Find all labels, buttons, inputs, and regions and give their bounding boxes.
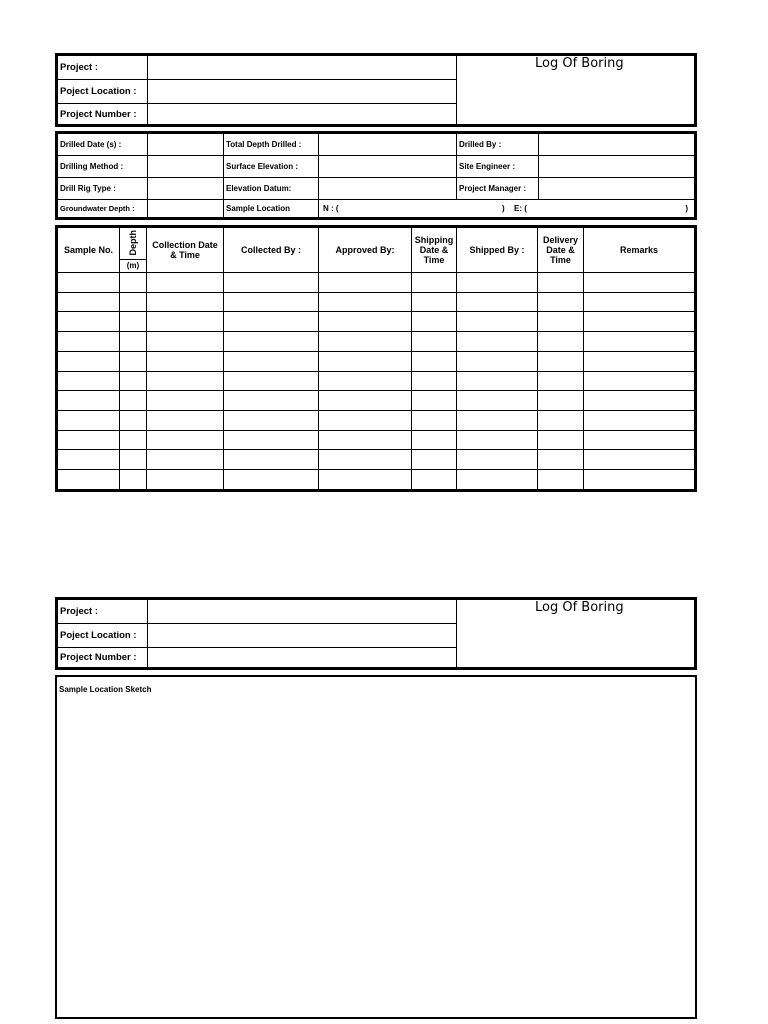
- project-location-label: Poject Location :: [58, 80, 148, 104]
- surface-elevation-label: Surface Elevation :: [224, 156, 319, 178]
- table-row[interactable]: [58, 371, 695, 391]
- north-close: ): [502, 204, 505, 213]
- coordinates-field[interactable]: [319, 200, 695, 218]
- drilling-method-field[interactable]: [148, 156, 224, 178]
- title-cell-2: [457, 600, 695, 668]
- col-collected-by: Collected By :: [224, 228, 319, 273]
- elevation-datum-label: Elevation Datum:: [224, 178, 319, 200]
- page-title: Log Of Boring: [535, 56, 624, 71]
- site-engineer-label: Site Engineer :: [457, 156, 539, 178]
- drilled-date-label: Drilled Date (s) :: [58, 134, 148, 156]
- table-row[interactable]: [58, 470, 695, 490]
- table-row[interactable]: [58, 450, 695, 470]
- table-row[interactable]: [58, 391, 695, 411]
- project-location-field-2[interactable]: [148, 624, 457, 648]
- col-collection: Collection Date & Time: [147, 228, 224, 273]
- drilled-by-label: Drilled By :: [457, 134, 539, 156]
- drilling-info-block: [55, 131, 697, 220]
- drill-rig-field[interactable]: [148, 178, 224, 200]
- groundwater-label: Groundwater Depth :: [58, 200, 148, 218]
- project-number-label-2: Project Number :: [58, 648, 148, 668]
- title-cell: [457, 56, 695, 125]
- col-shipping: Shipping Date & Time: [412, 228, 457, 273]
- drilled-date-field[interactable]: [148, 134, 224, 156]
- table-row[interactable]: [58, 312, 695, 332]
- sample-table: [57, 227, 695, 490]
- east-label: E: (: [514, 204, 527, 213]
- elevation-datum-field[interactable]: [319, 178, 457, 200]
- col-depth: [120, 228, 147, 260]
- east-close: ): [685, 204, 688, 213]
- drill-rig-label: Drill Rig Type :: [58, 178, 148, 200]
- total-depth-label: Total Depth Drilled :: [224, 134, 319, 156]
- project-number-field-2[interactable]: [148, 648, 457, 668]
- table-row[interactable]: [58, 292, 695, 312]
- col-approved-by: Approved By:: [319, 228, 412, 273]
- project-location-field[interactable]: [148, 80, 457, 104]
- table-row[interactable]: [58, 430, 695, 450]
- sketch-label: Sample Location Sketch: [59, 685, 152, 694]
- groundwater-field[interactable]: [148, 200, 224, 218]
- project-number-field[interactable]: [148, 104, 457, 125]
- project-label-2: Project :: [58, 600, 148, 624]
- total-depth-field[interactable]: [319, 134, 457, 156]
- sketch-area[interactable]: [55, 675, 697, 1019]
- col-shipped-by: Shipped By :: [457, 228, 538, 273]
- table-row[interactable]: [58, 332, 695, 352]
- north-label: N : (: [323, 204, 339, 213]
- site-engineer-field[interactable]: [539, 156, 695, 178]
- sample-location-label: Sample Location: [224, 200, 319, 218]
- sample-table-block: [55, 225, 697, 492]
- project-field[interactable]: [148, 56, 457, 80]
- table-row[interactable]: [58, 351, 695, 371]
- col-delivery: Delivery Date & Time: [538, 228, 584, 273]
- project-manager-label: Project Manager :: [457, 178, 539, 200]
- table-row[interactable]: [58, 273, 695, 293]
- header-block-2: [55, 597, 697, 670]
- header-block-1: [55, 53, 697, 127]
- project-label: Project :: [58, 56, 148, 80]
- page-title-2: Log Of Boring: [535, 600, 624, 615]
- col-depth-unit: (m): [120, 260, 147, 273]
- col-sample-no: Sample No.: [58, 228, 120, 273]
- project-location-label-2: Poject Location :: [58, 624, 148, 648]
- project-number-label: Project Number :: [58, 104, 148, 125]
- project-field-2[interactable]: [148, 600, 457, 624]
- col-depth-label: Depth: [128, 229, 138, 256]
- project-manager-field[interactable]: [539, 178, 695, 200]
- table-row[interactable]: [58, 411, 695, 431]
- drilling-method-label: Drilling Method :: [58, 156, 148, 178]
- surface-elevation-field[interactable]: [319, 156, 457, 178]
- col-remarks: Remarks: [584, 228, 695, 273]
- drilled-by-field[interactable]: [539, 134, 695, 156]
